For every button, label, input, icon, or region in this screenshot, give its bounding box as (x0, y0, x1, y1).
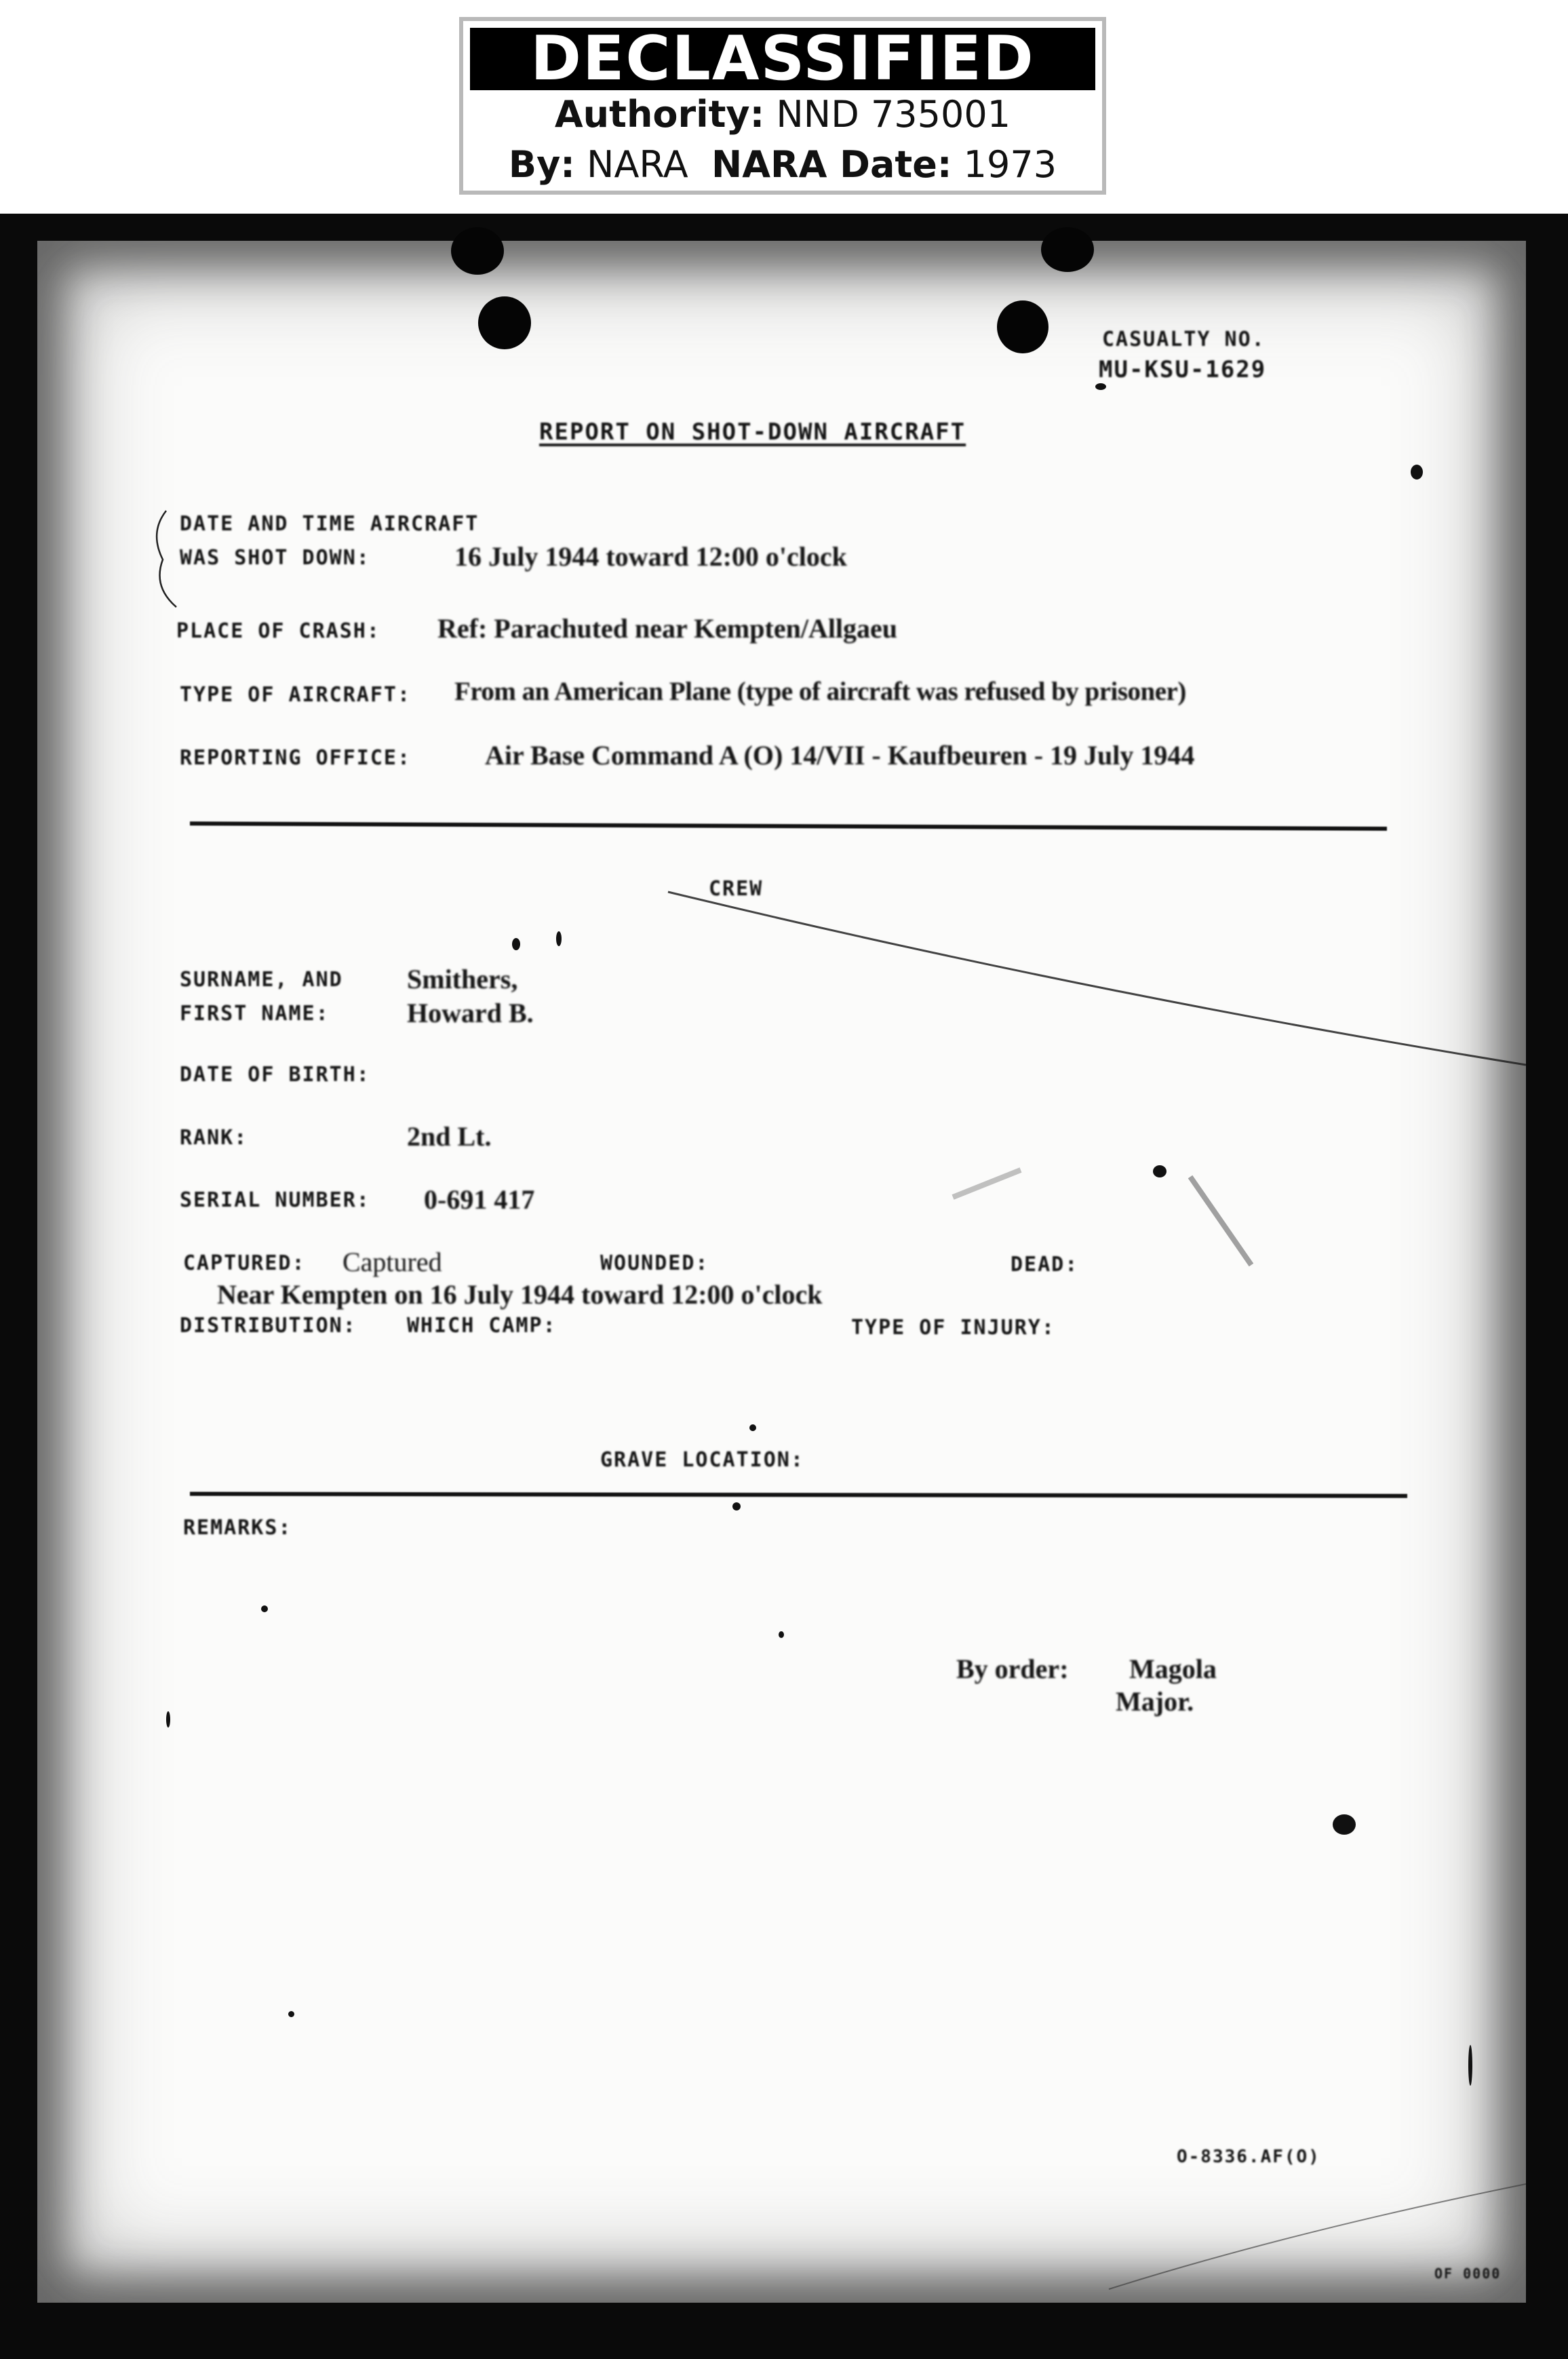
document-page (37, 241, 1526, 2303)
grave-location-label: GRAVE LOCATION: (600, 1448, 804, 1472)
speck (556, 931, 562, 946)
signer-name: Magola (1129, 1654, 1217, 1684)
stamp-by-value: NARA (587, 143, 688, 186)
bracket-mark (157, 511, 176, 607)
stamp-authority-label: Authority: (554, 93, 765, 136)
stamp-date-label: NARA Date: (711, 143, 952, 186)
speck (166, 1711, 170, 1728)
speck (732, 1502, 741, 1510)
stamp-by-date (463, 143, 1102, 186)
dead-label: DEAD: (1011, 1253, 1079, 1276)
punch-hole-left (478, 296, 531, 349)
type-of-injury-label: TYPE OF INJURY: (851, 1316, 1055, 1340)
speck (1411, 465, 1423, 480)
place-of-crash-value: Ref: Parachuted near Kempten/Allgaeu (437, 613, 898, 644)
by-order-label: By order: (956, 1654, 1069, 1684)
serial-number-value: 0-691 417 (424, 1184, 535, 1215)
corner-code: OF 0000 (1434, 2265, 1502, 2282)
rank-label: RANK: (180, 1126, 248, 1150)
date-time-value: 16 July 1944 toward 12:00 o'clock (454, 541, 847, 572)
date-of-birth-label: DATE OF BIRTH: (180, 1063, 370, 1087)
distribution-label: DISTRIBUTION: (180, 1314, 357, 1338)
speck (749, 1424, 756, 1431)
smudge-mark (1190, 1177, 1251, 1265)
casualty-number-value: MU-KSU-1629 (1099, 356, 1267, 383)
speck (1153, 1165, 1167, 1177)
reporting-office-value: Air Base Command A (O) 14/VII - Kaufbeuren - 19 July 1944 (485, 740, 1195, 771)
speck (261, 1605, 268, 1612)
speck (779, 1631, 784, 1638)
stamp-authority (463, 93, 1102, 136)
punch-hole-top-left (451, 227, 504, 275)
speck (288, 2011, 294, 2017)
stamp-date-value: 1973 (963, 143, 1057, 186)
surname-value: Smithers, (407, 964, 518, 994)
speck (1095, 383, 1106, 390)
wounded-label: WOUNDED: (600, 1251, 709, 1275)
stamp-by-label: By: (508, 143, 575, 186)
first-name-value: Howard B. (407, 998, 534, 1028)
speck (1333, 1814, 1356, 1835)
casualty-number-label: CASUALTY NO. (1102, 328, 1266, 351)
reporting-office-label: REPORTING OFFICE: (180, 746, 412, 770)
signer-rank: Major. (1116, 1686, 1194, 1717)
place-of-crash-label: PLACE OF CRASH: (176, 619, 380, 643)
type-of-aircraft-label: TYPE OF AIRCRAFT: (180, 683, 412, 707)
smudge-mark (953, 1170, 1021, 1197)
scratch-line-upper (668, 892, 1526, 1065)
crew-heading: CREW (709, 877, 764, 901)
divider-bottom (190, 1492, 1407, 1498)
remarks-label: REMARKS: (183, 1516, 292, 1540)
stamp-authority-value: NND 735001 (776, 93, 1011, 136)
speck (512, 938, 520, 950)
which-camp-label: WHICH CAMP: (407, 1314, 557, 1338)
surname-label-line1: SURNAME, AND (180, 968, 343, 992)
punch-hole-top-right (1041, 227, 1094, 272)
captured-label: CAPTURED: (183, 1251, 306, 1275)
scan-frame (0, 214, 1568, 2359)
divider-top (190, 821, 1387, 831)
type-of-aircraft-value: From an American Plane (type of aircraft was refused by prisoner) (454, 677, 1186, 706)
rank-value: 2nd Lt. (407, 1121, 492, 1152)
stamp-title: DECLASSIFIED (470, 28, 1095, 90)
date-time-label-line1: DATE AND TIME AIRCRAFT (180, 512, 479, 536)
footer-form-code: O-8336.AF(O) (1177, 2147, 1320, 2167)
document-title: REPORT ON SHOT-DOWN AIRCRAFT (539, 418, 966, 446)
capture-detail: Near Kempten on 16 July 1944 toward 12:00 o'clock (217, 1279, 823, 1310)
declassified-stamp (459, 17, 1106, 195)
speck (1468, 2045, 1472, 2086)
punch-hole-right (997, 300, 1048, 353)
serial-number-label: SERIAL NUMBER: (180, 1188, 370, 1212)
date-time-label-line2: WAS SHOT DOWN: (180, 546, 370, 570)
captured-value: Captured (342, 1247, 442, 1277)
surname-label-line2: FIRST NAME: (180, 1002, 330, 1026)
